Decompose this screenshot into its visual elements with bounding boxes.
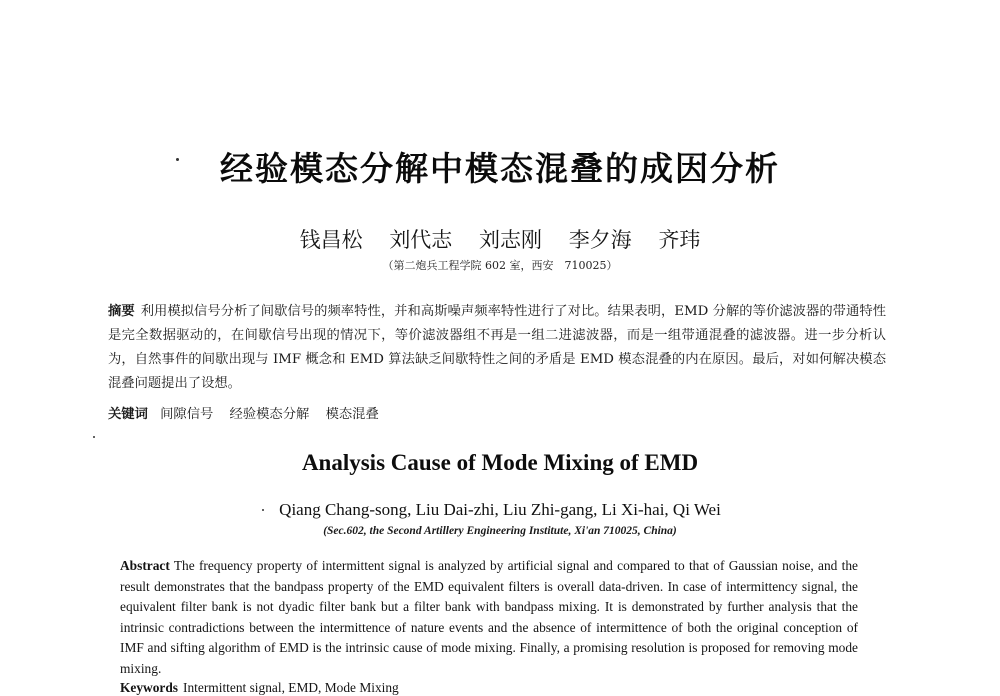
author-5: 齐玮: [658, 228, 701, 252]
chinese-abstract: [108, 300, 886, 396]
chinese-affiliation: （第二炮兵工程学院 602 室，西安 710025）: [382, 259, 618, 272]
chinese-authors: [0, 224, 1000, 254]
english-title: Analysis Cause of Mode Mixing of EMD: [301, 450, 699, 475]
chinese-title: 经验模态分解中模态混叠的成因分析: [220, 149, 780, 188]
english-abstract-label: Abstract: [120, 558, 170, 573]
chinese-abstract-text: 利用模拟信号分析了间歇信号的频率特性，并和高斯噪声频率特性进行了对比。结果表明，EMD 分解的等价滤波器的带通特性是完全数据驱动的，在间歇信号出现的情况下，等价滤波器组不再是一组二进滤波器，而是一组带通混叠的滤波器。进一步分析认为，自然事件的间歇出现与 IMF 概念和 EMD 算法缺乏间歇特性之间的矛盾是 EMD 模态混叠的内在原因。最后，对如何解决模态混叠问题提出了设想。: [108, 304, 886, 391]
english-authors: Qiang Chang-song, Liu Dai-zhi, Liu Zhi-gang, Li Xi-hai, Qi Wei: [279, 500, 721, 519]
keyword-3: 模态混叠: [325, 407, 379, 422]
chinese-keywords: [108, 403, 886, 422]
english-affiliation: (Sec.602, the Second Artillery Engineering Institute, Xi'an 710025, China): [323, 525, 677, 537]
english-keywords-text: Intermittent signal, EMD, Mode Mixing: [183, 680, 399, 695]
author-1: 钱昌松: [299, 228, 363, 252]
scan-speck: [176, 158, 179, 161]
scan-speck: [93, 436, 95, 438]
chinese-keywords-label: 关键词: [108, 407, 148, 422]
author-4: 李夕海: [568, 228, 632, 252]
author-3: 刘志刚: [479, 228, 542, 252]
scan-speck: [262, 509, 264, 511]
english-keywords-label: Keywords: [120, 680, 179, 695]
keyword-2: 经验模态分解: [229, 407, 310, 422]
english-abstract: [120, 556, 858, 680]
chinese-abstract-label: 摘要: [108, 304, 135, 319]
author-2: 刘代志: [389, 228, 453, 252]
english-abstract-text: The frequency property of intermittent signal is analyzed by artificial signal and compared to that of Gaussian noise, and the result demonstrates that the bandpass property of the EMD equivalent filters is overall data-driven. In case of intermittency signal, the equivalent filter bank is not dyadic filter bank but a filter bank with bandpass mixing. It is demonstrated by further analysis that the intrinsic contradictions between the intermittence of nature events and the absence of intermittence of both the original conception of IMF and sifting algorithm of EMD is the intrinsic cause of mode mixing. Finally, a promising resolution is proposed for removing mode mixing.: [120, 558, 858, 676]
keyword-1: 间隙信号: [160, 407, 214, 422]
